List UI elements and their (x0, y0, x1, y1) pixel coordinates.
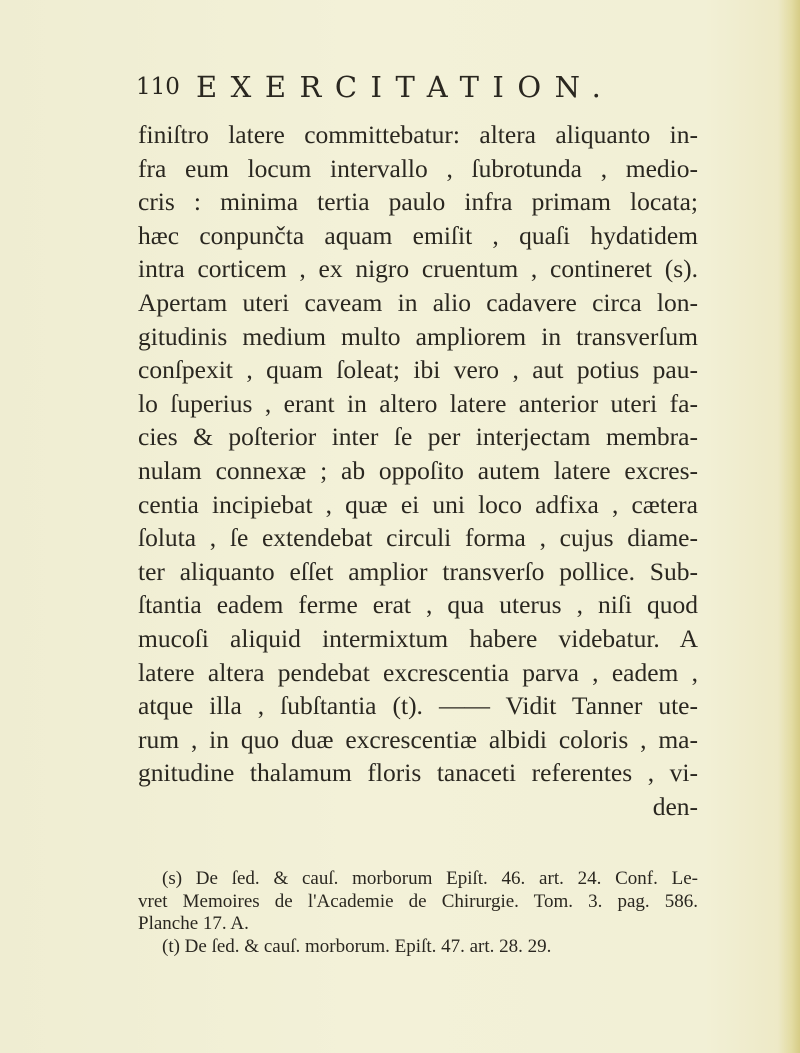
text-line: hæc conpunčta aquam emiſit , quaſi hydatidem (138, 220, 698, 250)
text-line: cies & poſterior inter ſe per interjectam membra- (138, 422, 698, 452)
text-line: gitudinis medium multo ampliorem in transverſum (138, 321, 698, 351)
text-line: centia incipiebat , quæ ei uni loco adfixa , cætera (138, 489, 698, 519)
main-text (138, 118, 698, 823)
footnote-line: vret Memoires de l'Academie de Chirurgie. Tom. 3. pag. 586. (138, 890, 698, 912)
text-line: fra eum locum intervallo , ſubrotunda , medio- (138, 153, 698, 183)
text-line: ter aliquanto eſſet amplior transverſo pollice. Sub- (138, 556, 698, 586)
running-head: EXERCITATION. (196, 70, 615, 104)
footnote-line: Planche 17. A. (138, 913, 249, 935)
page-header (136, 70, 696, 110)
page-number: 110 (136, 74, 180, 100)
text-line: mucoſi aliquid intermixtum habere videbatur. A (138, 623, 698, 653)
text-line: ſoluta , ſe extendebat circuli forma , cujus diame- (138, 523, 698, 553)
text-line: ſtantia eadem ferme erat , qua uterus , niſi quod (138, 590, 698, 620)
text-line: intra corticem , ex nigro cruentum , contineret (s). (138, 254, 698, 284)
text-line: latere altera pendebat excrescentia parva , eadem , (138, 657, 698, 687)
page-edge-shading (778, 0, 800, 1053)
text-line: Apertam uteri caveam in alio cadavere circa lon- (138, 287, 698, 317)
footnote-line: (t) De ſed. & cauſ. morborum. Epiſt. 47. art. 28. 29. (162, 935, 552, 957)
text-line: atque illa , ſubſtantia (t). —— Vidit Tanner ute- (138, 691, 698, 721)
footnote-line: (s) De ſed. & cauſ. morborum Epiſt. 46. art. 24. Conf. Le- (162, 868, 698, 889)
text-line: lo ſuperius , erant in altero latere anterior uteri fa- (138, 388, 698, 418)
text-line: cris : minima tertia paulo infra primam locata; (138, 187, 698, 217)
catchword: den- (652, 791, 698, 821)
footnotes (138, 868, 698, 958)
text-line: gnitudine thalamum floris tanaceti referentes , vi- (138, 758, 698, 788)
text-line: rum , in quo duæ excrescentiæ albidi coloris , ma- (138, 724, 698, 754)
text-line: finiſtro latere committebatur: altera aliquanto in- (138, 120, 698, 149)
text-line: conſpexit , quam ſoleat; ibi vero , aut potius pau- (138, 355, 698, 385)
text-line: nulam connexæ ; ab oppoſito autem latere excres- (138, 455, 698, 485)
